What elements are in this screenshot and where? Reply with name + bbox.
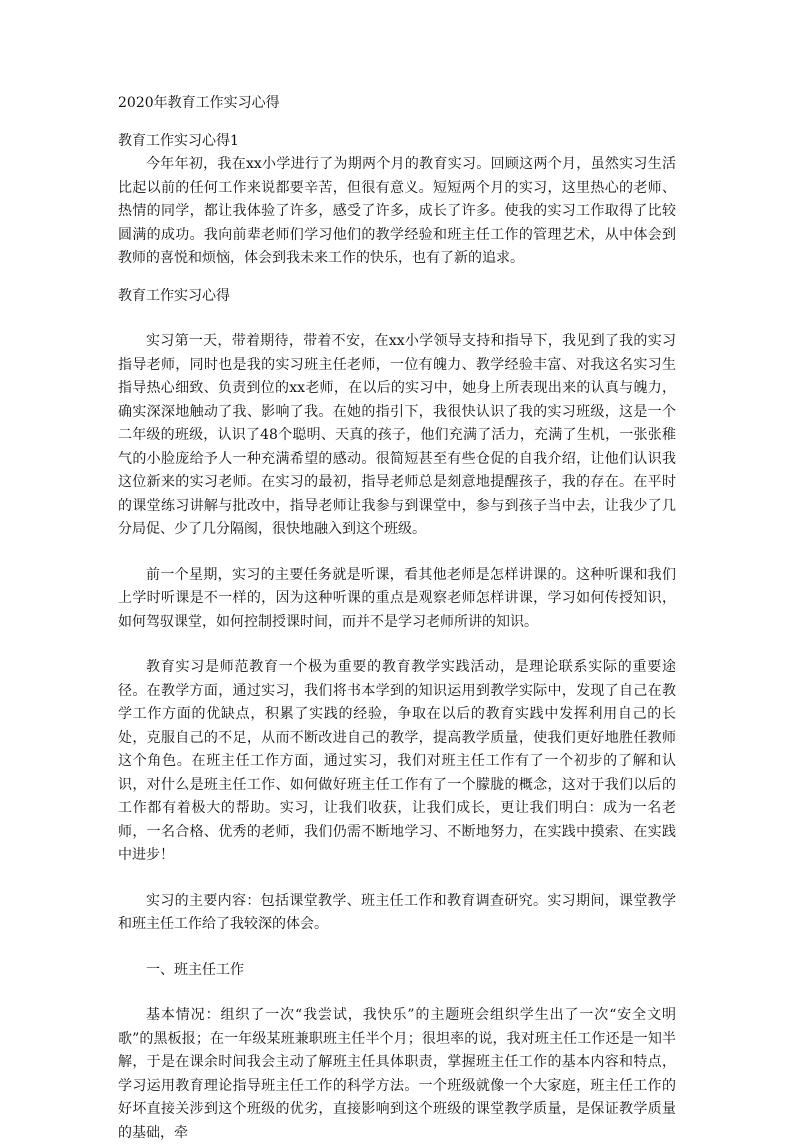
paragraph-basic-situation: 基本情况：组织了一次“我尝试，我快乐”的主题班会组织学生出了一次“安全文明歌”的黑板报；在一年级某班兼职班主任半个月；很坦率的说，我对班主任工作还是一知半解，于是在课余时间我会主动了解班主任具体职责，掌握班主任工作的基本内容和特点，学习运用教育理论指导班主任工作的科学方法。一个班级就像一个大家庭，班主任工作的好坏直接关涉到这个班级的优劣，直接影响到这个班级的课堂教学质量，是保证教学质量的基础，牵 (118, 1007, 676, 1141)
paragraph-main-content: 实习的主要内容：包括课堂教学、班主任工作和教育调查研究。实习期间，课堂教学和班主任工作给了我较深的体会。 (118, 892, 676, 932)
paragraph-intro: 今年年初，我在xx小学进行了为期两个月的教育实习。回顾这两个月，虽然实习生活比起以前的任何工作来说都要辛苦，但很有意义。短短两个月的实习，这里热心的老师、热情的同学，都让我体验了许多，感受了许多，成长了许多。使我的实习工作取得了比较圆满的成功。我向前辈老师们学习他们的教学经验和班主任工作的管理艺术，从中体会到教师的喜悦和烦恼，体会到我未来工作的快乐，也有了新的追求。 (118, 156, 676, 266)
subheading-class-teacher: 一、班主任工作 (146, 961, 244, 978)
paragraph-first-day: 实习第一天，带着期待，带着不安，在xx小学领导支持和指导下，我见到了我的实习指导老师，同时也是我的实习班主任老师，一位有魄力、教学经验丰富、对我这名实习生指导热心细致、负责到位的xx老师，在以后的实习中，她身上所表现出来的认真与魄力，确实深深地触动了我、影响了我。在她的指引下，我很快认识了我的实习班级，这是一个二年级的班级，认识了48个聪明、天真的孩子，他们充满了活力，充满了生机，一张张稚气的小脸庞给予人一种充满希望的感动。很简短甚至有些仓促的自我介绍，让他们认识我这位新来的实习老师。在实习的最初，指导老师总是刻意地提醒孩子，我的存在。在平时的课堂练习讲解与批改中，指导老师让我参与到课堂中，参与到孩子当中去，让我少了几分局促、少了几分隔阂，很快地融入到这个班级。 (118, 333, 676, 537)
document-title: 2020年教育工作实习心得 (118, 95, 280, 111)
section-heading-2: 教育工作实习心得 (118, 287, 230, 304)
paragraph-first-week: 前一个星期，实习的主要任务就是听课，看其他老师是怎样讲课的。这种听课和我们上学时听课是不一样的，因为这种听课的重点是观察老师怎样讲课，学习如何传授知识，如何驾驭课堂，如何控制授课时间，而并不是学习老师所讲的知识。 (118, 566, 676, 630)
section-heading-1: 教育工作实习心得1 (118, 132, 239, 149)
document-page (118, 92, 676, 1145)
paragraph-teaching-practice: 教育实习是师范教育一个极为重要的教育教学实践活动，是理论联系实际的重要途径。在教学方面，通过实习，我们将书本学到的知识运用到教学实际中，发现了自己在教学工作方面的优缺点，积累了实践的经验，争取在以后的教育实践中发挥利用自己的长处，克服自己的不足，从而不断改进自己的教学，提高教学质量，使我们更好地胜任教师这个角色。在班主任工作方面，通过实习，我们对班主任工作有了一个初步的了解和认识，对什么是班主任工作、如何做好班主任工作有了一个朦胧的概念，这对于我们以后的工作都有着极大的帮助。实习，让我们收获，让我们成长，更让我们明白：成为一名老师，一名合格、优秀的老师，我们仍需不断地学习、不断地努力，在实践中摸索、在实践中进步！ (118, 659, 676, 863)
